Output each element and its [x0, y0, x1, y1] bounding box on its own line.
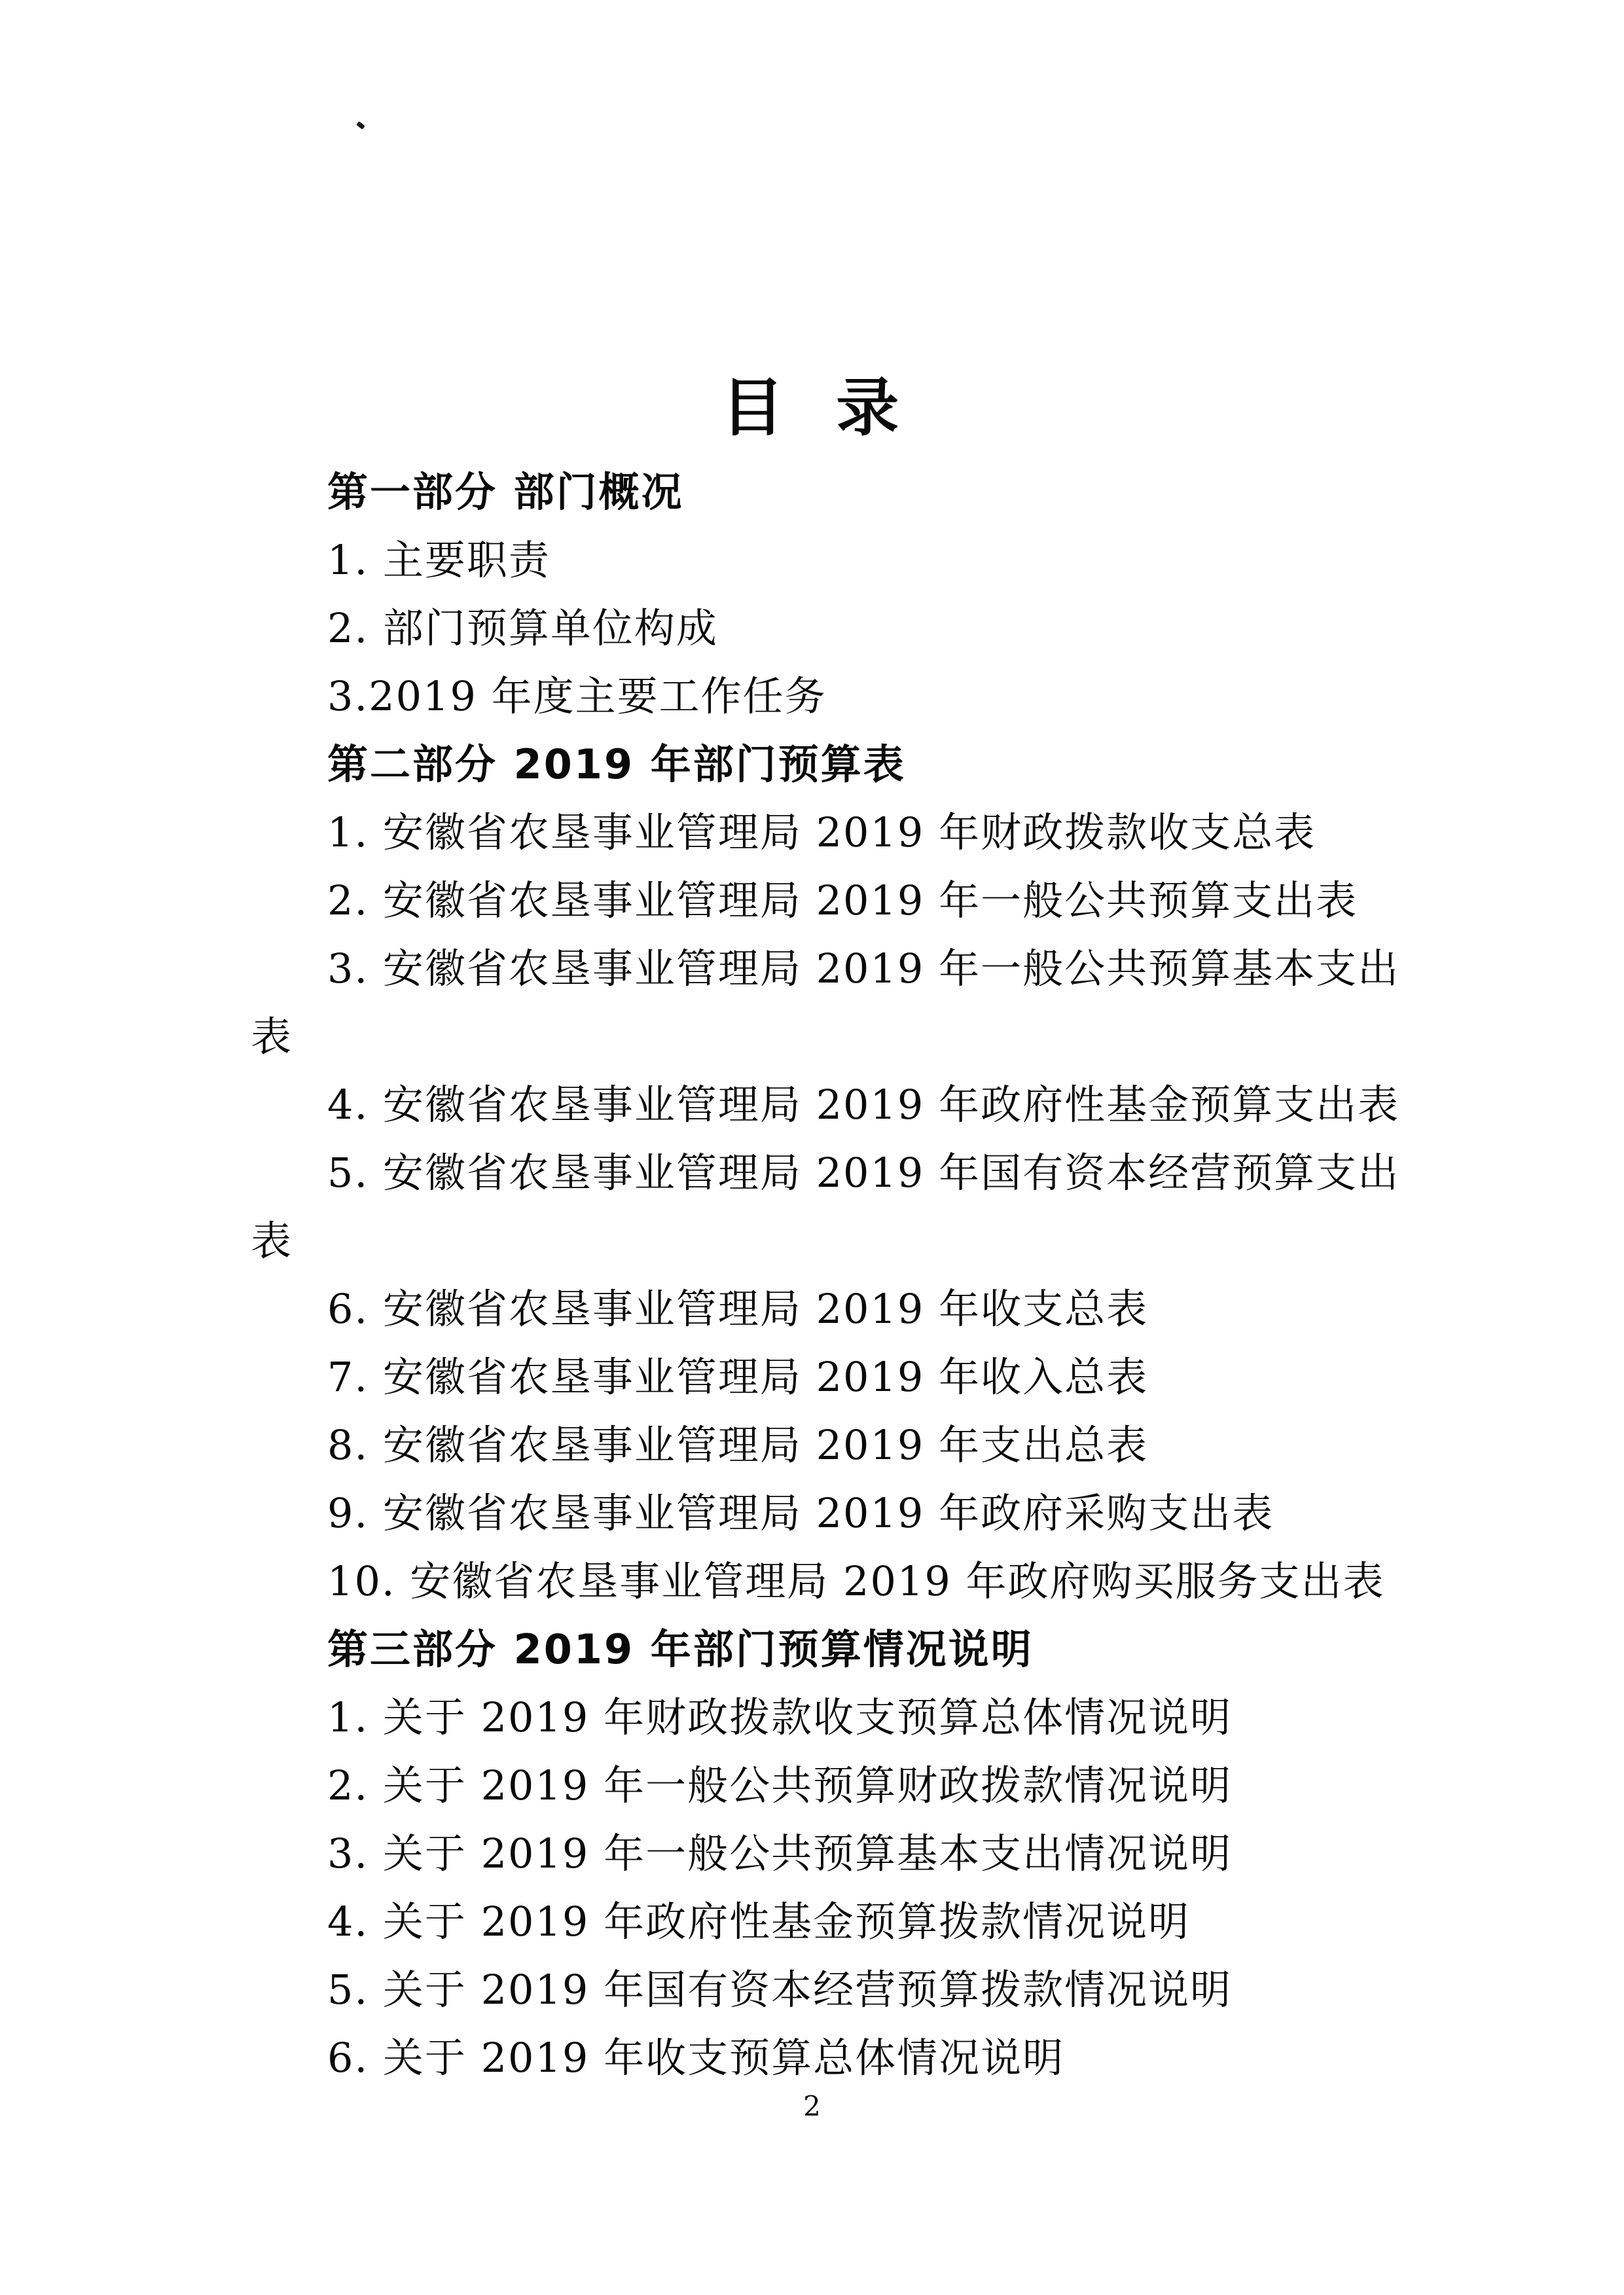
toc-entry: 4. 安徽省农垦事业管理局 2019 年政府性基金预算支出表 — [327, 1081, 1400, 1129]
scan-speck-artifact — [356, 121, 365, 130]
toc-entry: 1. 安徽省农垦事业管理局 2019 年财政拨款收支总表 — [327, 808, 1316, 856]
toc-section-header: 第一部分 部门概况 — [327, 468, 684, 516]
toc-entry: 9. 安徽省农垦事业管理局 2019 年政府采购支出表 — [327, 1489, 1274, 1537]
toc-entry: 2. 安徽省农垦事业管理局 2019 年一般公共预算支出表 — [327, 876, 1358, 924]
toc-entry: 5. 安徽省农垦事业管理局 2019 年国有资本经营预算支出 — [327, 1149, 1400, 1197]
toc-entry: 6. 关于 2019 年收支预算总体情况说明 — [327, 2034, 1065, 2082]
toc-section-header: 第三部分 2019 年部门预算情况说明 — [327, 1625, 1034, 1673]
toc-entry: 7. 安徽省农垦事业管理局 2019 年收入总表 — [327, 1353, 1149, 1401]
toc-entry: 3. 安徽省农垦事业管理局 2019 年一般公共预算基本支出 — [327, 945, 1400, 992]
toc-entry: 2. 部门预算单位构成 — [327, 604, 718, 652]
toc-entry: 1. 关于 2019 年财政拨款收支预算总体情况说明 — [327, 1693, 1233, 1741]
toc-entry: 8. 安徽省农垦事业管理局 2019 年支出总表 — [327, 1421, 1149, 1469]
toc-entry: 5. 关于 2019 年国有资本经营预算拨款情况说明 — [327, 1966, 1233, 2014]
toc-entry-continuation: 表 — [251, 1013, 293, 1060]
toc-entry: 3.2019 年度主要工作任务 — [327, 672, 827, 720]
page-number: 2 — [803, 2090, 821, 2122]
toc-entry: 6. 安徽省农垦事业管理局 2019 年收支总表 — [327, 1285, 1149, 1333]
toc-section-header: 第二部分 2019 年部门预算表 — [327, 740, 906, 788]
table-of-contents — [251, 365, 1400, 2092]
toc-entry-continuation: 表 — [251, 1217, 293, 1265]
toc-entry: 1. 主要职责 — [327, 536, 550, 584]
toc-entry: 4. 关于 2019 年政府性基金预算拨款情况说明 — [327, 1898, 1191, 1945]
document-title: 目 录 — [721, 371, 903, 444]
toc-entry: 3. 关于 2019 年一般公共预算基本支出情况说明 — [327, 1830, 1233, 1877]
toc-entry: 10. 安徽省农垦事业管理局 2019 年政府购买服务支出表 — [327, 1557, 1385, 1605]
toc-entry: 2. 关于 2019 年一般公共预算财政拨款情况说明 — [327, 1762, 1233, 1809]
